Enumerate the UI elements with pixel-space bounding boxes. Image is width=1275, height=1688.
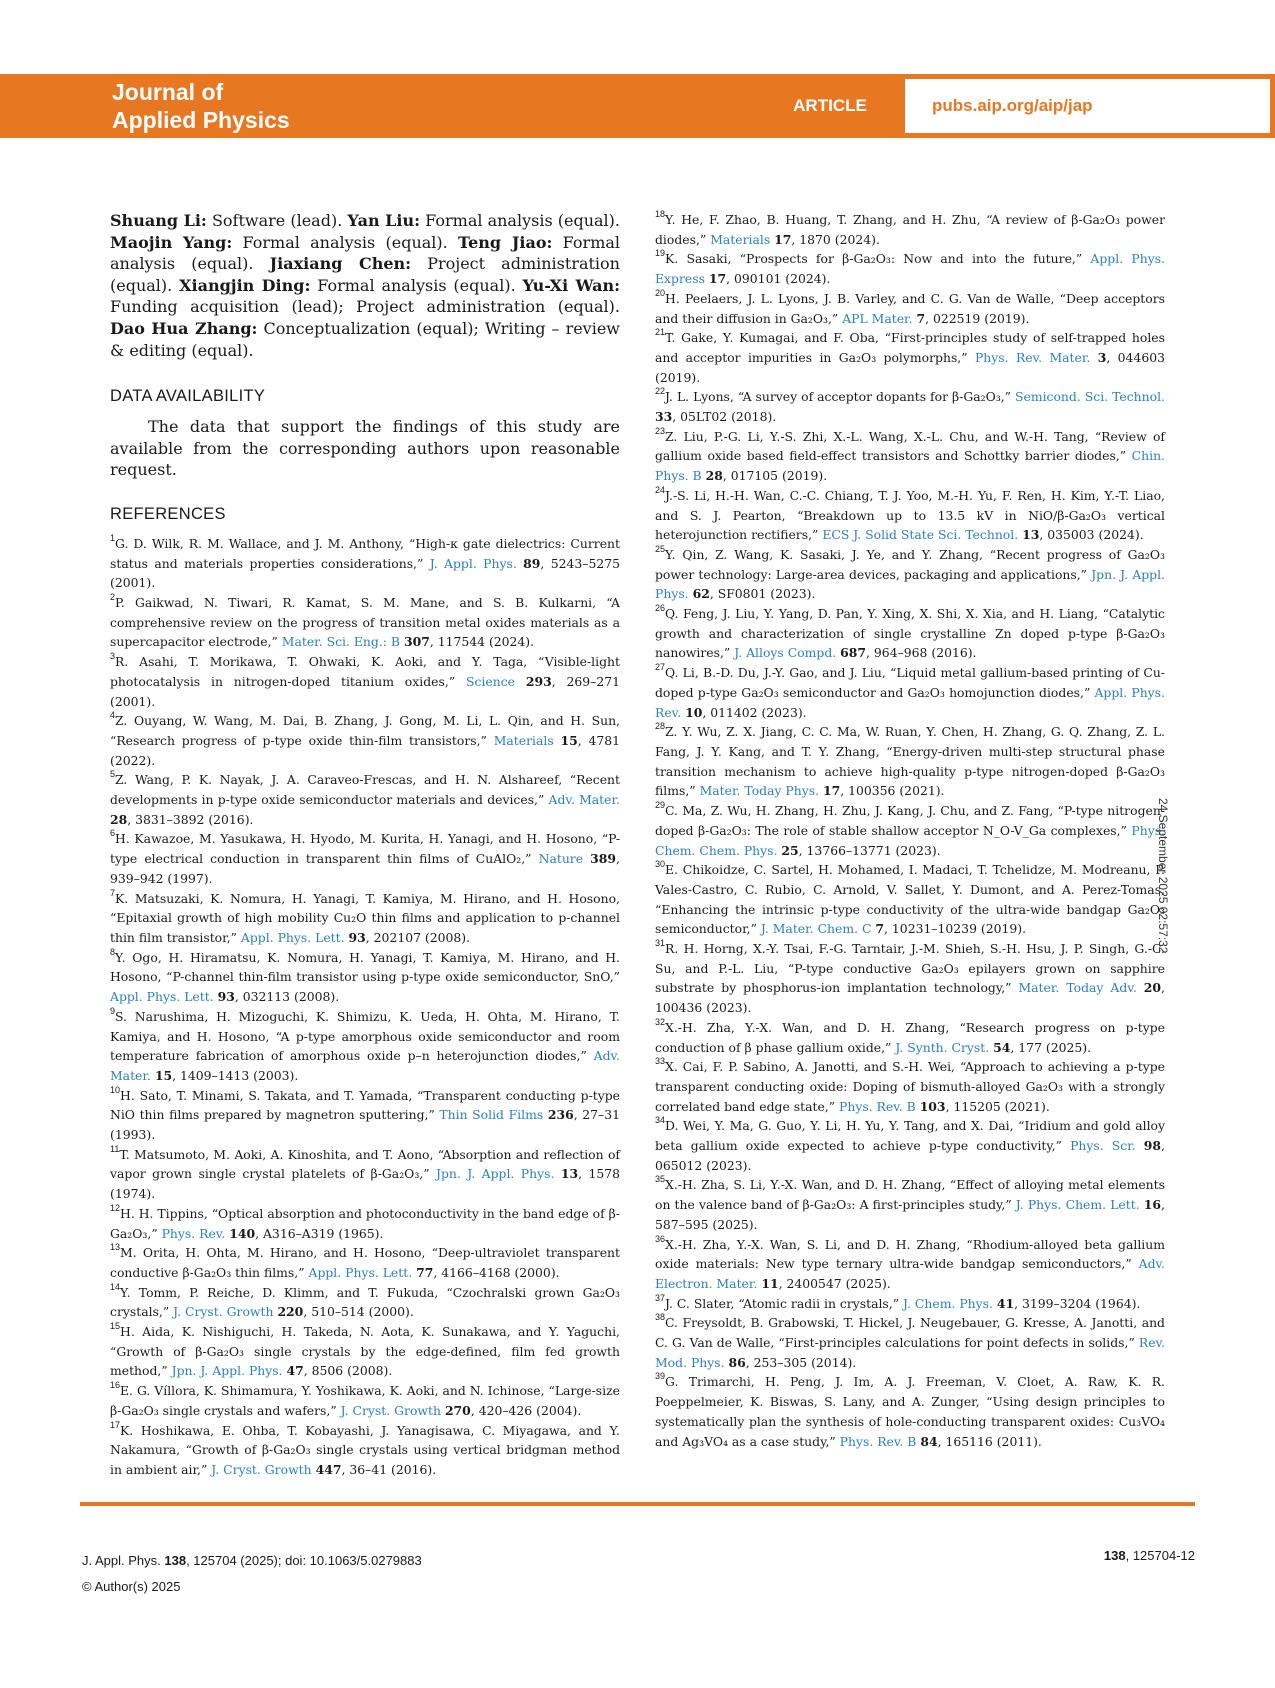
reference-journal-link[interactable]: Appl. Phys. Express bbox=[655, 251, 1165, 287]
reference-number: 13 bbox=[110, 1242, 121, 1253]
reference-volume: 447 bbox=[315, 1461, 342, 1477]
reference-authors-title: Y. He, F. Zhao, B. Huang, T. Zhang, and H. Zhu, “A review of β-Ga₂O₃ power diodes,” bbox=[655, 212, 1165, 247]
reference-authors-title: J. C. Slater, “Atomic radii in crystals,” bbox=[665, 1295, 904, 1311]
reference-item bbox=[655, 801, 1165, 860]
reference-number: 25 bbox=[655, 543, 666, 554]
reference-authors-title: X. Cai, F. P. Sabino, A. Janotti, and S.-H. Wei, “Approach to achieving a p-type transparent conducting oxide: Doping of bismuth-alloyed Ga₂O₃ with a strongly correlated band edge state,” bbox=[655, 1059, 1165, 1114]
reference-pages-year: , 065012 (2023). bbox=[655, 1138, 1165, 1173]
reference-pages-year: , 3831–3892 (2016). bbox=[127, 811, 254, 827]
reference-journal-link[interactable]: Materials bbox=[710, 231, 771, 247]
reference-volume: 7 bbox=[875, 921, 885, 937]
reference-authors-title: T. Matsumoto, M. Aoki, A. Kinoshita, and T. Aono, “Absorption and reflection of vapor grown single crystal platelets of β-Ga₂O₃,” bbox=[110, 1146, 620, 1182]
page-rest: , 125704-12 bbox=[1125, 1548, 1195, 1563]
reference-item bbox=[655, 939, 1165, 1018]
reference-pages-year: , 939–942 (1997). bbox=[110, 851, 620, 886]
reference-journal-link[interactable]: Mater. Today Phys. bbox=[699, 783, 820, 799]
reference-journal-link[interactable]: Materials bbox=[493, 732, 554, 748]
reference-pages-year: , 05LT02 (2018). bbox=[672, 409, 777, 425]
reference-pages-year: , 964–968 (2016). bbox=[866, 645, 977, 661]
reference-authors-title: H. Sato, T. Minami, S. Takata, and T. Yamada, “Transparent conducting p-type NiO thin films prepared by magnetron sputtering,” bbox=[110, 1087, 620, 1123]
reference-authors-title: J. L. Lyons, “A survey of acceptor dopants for β-Ga₂O₃,” bbox=[665, 389, 1015, 405]
reference-volume: 25 bbox=[781, 842, 799, 858]
reference-item bbox=[655, 663, 1165, 722]
reference-volume: 89 bbox=[523, 555, 541, 571]
reference-volume: 86 bbox=[728, 1354, 746, 1370]
reference-journal-link[interactable]: Adv. Mater. bbox=[548, 792, 620, 808]
reference-pages-year: , 8506 (2008). bbox=[303, 1363, 393, 1379]
journal-title-line2: Applied Physics bbox=[112, 107, 290, 133]
reference-authors-title: Y. Tomm, P. Reiche, D. Klimm, and T. Fukuda, “Czochralski grown Ga₂O₃ crystals,” bbox=[110, 1284, 620, 1320]
reference-volume: 307 bbox=[403, 634, 430, 650]
reference-number: 7 bbox=[110, 887, 116, 898]
reference-pages-year: , 4166–4168 (2000). bbox=[433, 1264, 560, 1280]
reference-authors-title: C. Freysoldt, B. Grabowski, T. Hickel, J. Neugebauer, G. Kresse, A. Janotti, and C. G. Van de Walle, “First-principles calculations for point defects in solids,” bbox=[655, 1315, 1165, 1351]
reference-volume: 84 bbox=[920, 1433, 938, 1449]
reference-volume: 93 bbox=[348, 930, 366, 945]
reference-pages-year: , 044603 (2019). bbox=[655, 349, 1165, 385]
reference-journal-link[interactable]: Phys. Chem. Chem. Phys. bbox=[655, 822, 1165, 858]
reference-pages-year: , 090101 (2024). bbox=[726, 271, 831, 287]
reference-authors-title: X.-H. Zha, S. Li, Y.-X. Wan, and D. H. Zhang, “Effect of alloying metal elements on the valence band of β-Ga₂O₃: A first-principles study,” bbox=[655, 1177, 1165, 1213]
reference-journal-link[interactable]: Semicond. Sci. Technol. bbox=[1015, 389, 1165, 405]
reference-volume: 236 bbox=[547, 1107, 574, 1123]
reference-authors-title: Q. Li, B.-D. Du, J.-Y. Gao, and J. Liu, “Liquid metal gallium-based printing of Cu-doped p-type Ga₂O₃ semiconductor and Ga₂O₃ homojunction diodes,” bbox=[655, 665, 1165, 700]
reference-authors-title: K. Hoshikawa, E. Ohba, T. Kobayashi, J. Yanagisawa, C. Miyagawa, and Y. Nakamura, “Growth of β-Ga₂O₃ single crystals using vertical bridgman method in ambient air,” bbox=[110, 1422, 620, 1477]
reference-authors-title: G. D. Wilk, R. M. Wallace, and J. M. Anthony, “High-κ gate dielectrics: Current status and materials properties considerations,” bbox=[110, 535, 620, 571]
right-column bbox=[655, 210, 1165, 1451]
reference-item bbox=[655, 427, 1165, 486]
reference-volume: 93 bbox=[217, 989, 235, 1005]
reference-item bbox=[655, 545, 1165, 604]
reference-number: 6 bbox=[110, 828, 116, 839]
footer-citation bbox=[82, 1548, 422, 1600]
reference-volume: 47 bbox=[286, 1363, 304, 1379]
reference-pages-year: , 011402 (2023). bbox=[702, 704, 807, 720]
contributor-name: Yu-Xi Wan: bbox=[522, 275, 621, 295]
reference-pages-year: , 36–41 (2016). bbox=[341, 1461, 437, 1477]
reference-item bbox=[655, 486, 1165, 545]
reference-number: 22 bbox=[655, 386, 666, 397]
reference-number: 37 bbox=[655, 1292, 666, 1303]
reference-number: 5 bbox=[110, 769, 116, 780]
journal-title bbox=[112, 78, 290, 134]
reference-volume: 28 bbox=[705, 468, 723, 484]
reference-journal-link[interactable]: APL Mater. bbox=[842, 310, 913, 326]
download-timestamp: 24 September 2025 02:57:32 bbox=[1156, 798, 1170, 954]
reference-pages-year: , SF0801 (2023). bbox=[709, 586, 816, 602]
reference-authors-title: E. Chikoidze, C. Sartel, H. Mohamed, I. Madaci, T. Tchelidze, M. Modreanu, P. Vales-Castro, C. Rubio, C. Arnold, V. Sallet, Y. Dumont, and A. Perez-Tomas, “Enhancing the intrinsic p-type conductivity of the ultra-wide bandgap Ga₂O₃ semiconductor,” bbox=[655, 862, 1165, 937]
reference-number: 12 bbox=[110, 1202, 121, 1213]
reference-authors-title: H. H. Tippins, “Optical absorption and photoconductivity in the band edge of β-Ga₂O₃,” bbox=[110, 1205, 620, 1241]
reference-authors-title: P. Gaikwad, N. Tiwari, R. Kamat, S. M. Mane, and S. B. Kulkarni, “A comprehensive review on the progress of transition metal oxides materials as a supercapacitor electrode,” bbox=[110, 595, 620, 650]
reference-pages-year: , 2400547 (2025). bbox=[778, 1275, 891, 1291]
reference-authors-title: H. Aida, K. Nishiguchi, H. Takeda, N. Aota, K. Sunakawa, and Y. Yaguchi, “Growth of β-Ga₂O₃ single crystals by the edge-defined, film fed growth method,” bbox=[110, 1324, 620, 1379]
reference-pages-year: , 1870 (2024). bbox=[791, 231, 880, 247]
reference-journal-link[interactable]: J. Mater. Chem. C bbox=[760, 921, 872, 937]
reference-journal-link[interactable]: J. Cryst. Growth bbox=[340, 1402, 441, 1418]
contributor-role: Conceptualization (equal); Writing – review & editing (equal). bbox=[110, 318, 621, 360]
reference-journal-link[interactable]: Appl. Phys. Lett. bbox=[110, 989, 214, 1005]
reference-volume: 77 bbox=[416, 1264, 434, 1280]
reference-number: 9 bbox=[110, 1005, 116, 1016]
reference-volume: 41 bbox=[996, 1295, 1015, 1311]
reference-pages-year: , 165116 (2011). bbox=[937, 1433, 1042, 1449]
contributor-name: Teng Jiao: bbox=[458, 232, 553, 252]
reference-item bbox=[110, 1204, 620, 1243]
reference-item bbox=[110, 1283, 620, 1322]
reference-journal-link[interactable]: Adv. Mater. bbox=[110, 1048, 620, 1083]
reference-item bbox=[110, 948, 620, 1007]
reference-number: 17 bbox=[110, 1419, 121, 1430]
reference-item bbox=[655, 1018, 1165, 1057]
reference-volume: 20 bbox=[1143, 980, 1162, 996]
footer-divider bbox=[80, 1502, 1195, 1506]
reference-pages-year: , 27–31 (1993). bbox=[110, 1107, 620, 1143]
reference-number: 35 bbox=[655, 1174, 666, 1185]
reference-pages-year: , 177 (2025). bbox=[1010, 1039, 1092, 1055]
reference-authors-title: M. Orita, H. Ohta, M. Hirano, and H. Hosono, “Deep-ultraviolet transparent conductive β-Ga₂O₃ thin films,” bbox=[110, 1245, 620, 1280]
reference-number: 31 bbox=[655, 938, 666, 949]
reference-journal-link[interactable]: J. Cryst. Growth bbox=[211, 1461, 312, 1477]
reference-authors-title: E. G. Víllora, K. Shimamura, Y. Yoshikawa, K. Aoki, and N. Ichinose, “Large-size β-Ga₂O₃ single crystals and wafers,” bbox=[110, 1383, 620, 1418]
reference-item bbox=[655, 328, 1165, 387]
reference-pages-year: , 10231–10239 (2019). bbox=[884, 921, 1027, 937]
reference-journal-link[interactable]: Chin. Phys. B bbox=[655, 448, 1165, 484]
author-contributions bbox=[110, 210, 620, 361]
reference-item bbox=[655, 387, 1165, 426]
reference-journal-link[interactable]: J. Synth. Cryst. bbox=[895, 1039, 990, 1055]
data-availability-heading: DATA AVAILABILITY bbox=[110, 387, 266, 406]
reference-journal-link[interactable]: Mater. Today Adv. bbox=[1018, 980, 1137, 996]
reference-volume: 11 bbox=[761, 1275, 779, 1291]
reference-number: 26 bbox=[655, 603, 666, 614]
reference-journal-link[interactable]: J. Appl. Phys. bbox=[429, 555, 517, 571]
reference-authors-title: D. Wei, Y. Ma, G. Guo, Y. Li, H. Yu, Y. Tang, and X. Dai, “Iridium and gold alloy beta gallium oxide expected to achieve p-type conductivity,” bbox=[655, 1118, 1165, 1154]
reference-volume: 15 bbox=[560, 732, 578, 748]
reference-number: 28 bbox=[655, 721, 666, 732]
reference-authors-title: Y. Ogo, H. Hiramatsu, K. Nomura, H. Yanagi, T. Kamiya, M. Hirano, and H. Hosono, “P-channel thin-film transistor using p-type oxide semiconductor, SnO,” bbox=[110, 949, 620, 985]
reference-number: 39 bbox=[655, 1371, 666, 1382]
reference-item bbox=[110, 1086, 620, 1145]
reference-number: 21 bbox=[655, 327, 666, 338]
reference-authors-title: Y. Qin, Z. Wang, K. Sasaki, J. Ye, and Y. Zhang, “Recent progress of Ga₂O₃ power technology: Large-area devices, packaging and applications,” bbox=[655, 546, 1165, 582]
reference-journal-link[interactable]: ECS J. Solid State Sci. Technol. bbox=[822, 527, 1019, 543]
reference-journal-link[interactable]: Nature bbox=[538, 851, 584, 867]
reference-number: 34 bbox=[655, 1115, 666, 1126]
reference-volume: 7 bbox=[916, 310, 926, 326]
reference-pages-year: , 100356 (2021). bbox=[840, 783, 945, 799]
reference-authors-title: X.-H. Zha, Y.-X. Wan, and D. H. Zhang, “Research progress on p-type conduction of β phase gallium oxide,” bbox=[655, 1019, 1165, 1055]
journal-url-link[interactable]: pubs.aip.org/aip/jap bbox=[932, 96, 1093, 115]
reference-journal-link[interactable]: Adv. Electron. Mater. bbox=[655, 1256, 1165, 1291]
contributor-role: Formal analysis (equal). bbox=[310, 275, 523, 295]
reference-journal-link[interactable]: Rev. Mod. Phys. bbox=[655, 1335, 1165, 1370]
reference-authors-title: Z. Y. Wu, Z. X. Jiang, C. C. Ma, W. Ruan, Y. Chen, H. Zhang, G. Q. Zhang, Z. L. Fang, J. Y. Kang, and T. Y. Zhang, “Energy-driven multi-step structural phase transition mechanism to achieve high-quality p-type nitrogen-doped β-Ga₂O₃ films,” bbox=[655, 724, 1165, 799]
reference-number: 8 bbox=[110, 946, 116, 957]
reference-volume: 140 bbox=[229, 1225, 256, 1241]
reference-journal-link[interactable]: Appl. Phys. Lett. bbox=[308, 1264, 413, 1280]
contributor-name: Dao Hua Zhang: bbox=[110, 318, 258, 338]
reference-item bbox=[110, 829, 620, 888]
references-list-right bbox=[655, 210, 1165, 1451]
reference-pages-year: , 022519 (2019). bbox=[925, 310, 1030, 326]
contributor-name: Maojin Yang: bbox=[110, 232, 233, 252]
reference-number: 16 bbox=[110, 1380, 121, 1391]
reference-authors-title: K. Sasaki, “Prospects for β-Ga₂O₃: Now and into the future,” bbox=[665, 251, 1091, 267]
reference-item bbox=[655, 1372, 1165, 1451]
reference-item bbox=[655, 604, 1165, 663]
reference-item bbox=[655, 249, 1165, 288]
reference-pages-year: , 035003 (2024). bbox=[1039, 527, 1144, 543]
reference-number: 19 bbox=[655, 248, 666, 259]
journal-title-line1: Journal of bbox=[112, 79, 224, 105]
reference-number: 27 bbox=[655, 662, 666, 673]
reference-pages-year: , A316–A319 (1965). bbox=[255, 1225, 384, 1241]
reference-number: 29 bbox=[655, 800, 666, 811]
reference-number: 24 bbox=[655, 484, 666, 495]
reference-pages-year: , 3199–3204 (1964). bbox=[1014, 1295, 1141, 1311]
reference-authors-title: G. Trimarchi, H. Peng, J. Im, A. J. Freeman, V. Cloet, A. Raw, K. R. Poeppelmeier, K. Biswas, S. Lany, and A. Zunger, “Using design principles to systematically plan the synthesis of hole-conducting transparent oxides: Cu₃VO₄ and Ag₃VO₄ as a case study,” bbox=[655, 1374, 1165, 1449]
contributor-role: Formal analysis (equal). bbox=[110, 232, 621, 274]
reference-journal-link[interactable]: J. Cryst. Growth bbox=[173, 1304, 274, 1320]
references-heading: REFERENCES bbox=[110, 504, 226, 523]
reference-pages-year: , 510–514 (2000). bbox=[303, 1304, 414, 1320]
reference-journal-link[interactable]: Jpn. J. Appl. Phys. bbox=[436, 1166, 555, 1182]
reference-authors-title: R. Asahi, T. Morikawa, T. Ohwaki, K. Aoki, and Y. Taga, “Visible-light photocatalysis in nitrogen-doped titanium oxides,” bbox=[110, 654, 620, 689]
reference-item bbox=[110, 711, 620, 770]
reference-number: 32 bbox=[655, 1016, 666, 1027]
reference-item bbox=[655, 1057, 1165, 1116]
reference-authors-title: Q. Feng, J. Liu, Y. Yang, D. Pan, Y. Xing, X. Shi, X. Xia, and H. Liang, “Catalytic growth and characterization of single crystalline Zn doped p-type β-Ga₂O₃ nanowires,” bbox=[655, 606, 1165, 661]
reference-volume: 687 bbox=[840, 645, 867, 661]
reference-journal-link[interactable]: Phys. Rev. B bbox=[839, 1098, 916, 1114]
reference-item bbox=[110, 1145, 620, 1204]
reference-volume: 28 bbox=[110, 811, 128, 827]
reference-journal-link[interactable]: Phys. Rev. bbox=[161, 1225, 226, 1241]
reference-item bbox=[110, 534, 620, 593]
reference-volume: 270 bbox=[444, 1402, 471, 1418]
reference-authors-title: H. Kawazoe, M. Yasukawa, H. Hyodo, M. Kurita, H. Yanagi, and H. Hosono, “P-type electrical conduction in transparent thin films of CuAlO₂,” bbox=[110, 831, 620, 867]
reference-number: 4 bbox=[110, 710, 116, 721]
reference-volume: 16 bbox=[1143, 1197, 1162, 1213]
reference-journal-link[interactable]: Mater. Sci. Eng.: B bbox=[281, 634, 400, 650]
reference-pages-year: , 017105 (2019). bbox=[722, 468, 828, 484]
reference-volume: 17 bbox=[822, 783, 841, 799]
reference-authors-title: Z. Wang, P. K. Nayak, J. A. Caraveo-Frescas, and H. N. Alshareef, “Recent developments in p-type oxide semiconductor materials and devices,” bbox=[110, 772, 620, 808]
reference-item bbox=[110, 1322, 620, 1381]
reference-journal-link[interactable]: Science bbox=[465, 673, 515, 689]
reference-item bbox=[655, 289, 1165, 328]
page-number bbox=[1104, 1548, 1195, 1563]
reference-authors-title: R. H. Horng, X.-Y. Tsai, F.-G. Tarntair, J.-M. Shieh, S.-H. Hsu, J. P. Singh, G.-C. Su, and P.-L. Liu, “P-type conductive Ga₂O₃ epilayers grown on sapphire substrate by phosphorus-ion implantation technology,” bbox=[655, 941, 1165, 996]
reference-number: 18 bbox=[655, 209, 666, 219]
reference-volume: 62 bbox=[692, 586, 710, 602]
reference-authors-title: Z. Liu, P.-G. Li, Y.-S. Zhi, X.-L. Wang, X.-L. Chu, and W.-H. Tang, “Review of gallium oxide based field-effect transistors and Schottky barrier diodes,” bbox=[655, 428, 1165, 464]
reference-volume: 220 bbox=[277, 1304, 304, 1320]
reference-pages-year: , 1578 (1974). bbox=[110, 1166, 620, 1202]
reference-journal-link[interactable]: Thin Solid Films bbox=[439, 1107, 544, 1123]
reference-authors-title: S. Narushima, H. Mizoguchi, K. Shimizu, K. Ueda, H. Ohta, M. Hirano, T. Kamiya, and H. Hosono, “A p-type amorphous oxide semiconductor and room temperature fabrication of amorphous oxide p–n heterojunction diodes,” bbox=[110, 1008, 620, 1064]
reference-authors-title: K. Matsuzaki, K. Nomura, H. Yanagi, T. Kamiya, M. Hirano, and H. Hosono, “Epitaxial growth of high mobility Cu₂O thin films and application to p-channel thin film transistor,” bbox=[110, 890, 620, 945]
reference-authors-title: H. Peelaers, J. L. Lyons, J. B. Varley, and C. G. Van de Walle, “Deep acceptors and their diffusion in Ga₂O₃,” bbox=[655, 290, 1165, 326]
reference-number: 3 bbox=[110, 651, 116, 662]
contributor-role: Software (lead). bbox=[206, 211, 348, 230]
contributor-role: Formal analysis (equal). bbox=[420, 211, 620, 230]
reference-item bbox=[655, 1294, 1165, 1314]
reference-item bbox=[110, 889, 620, 948]
contributor-role: Funding acquisition (lead); Project administration (equal). bbox=[110, 297, 620, 317]
reference-item bbox=[110, 770, 620, 829]
references-list-left bbox=[110, 534, 620, 1480]
reference-number: 2 bbox=[110, 592, 116, 603]
contributor-name: Jiaxiang Chen: bbox=[269, 254, 412, 274]
reference-item bbox=[655, 722, 1165, 801]
reference-number: 10 bbox=[110, 1084, 121, 1095]
reference-pages-year: , 269–271 (2001). bbox=[110, 673, 620, 709]
reference-journal-link[interactable]: Appl. Phys. Rev. bbox=[655, 684, 1165, 720]
reference-journal-link[interactable]: Jpn. J. Appl. Phys. bbox=[655, 566, 1165, 602]
reference-pages-year: , 100436 (2023). bbox=[655, 980, 1165, 1016]
contributor-role: Formal analysis (equal). bbox=[232, 232, 458, 252]
reference-volume: 293 bbox=[525, 673, 552, 689]
reference-item bbox=[655, 1175, 1165, 1234]
reference-volume: 33 bbox=[655, 409, 673, 425]
article-label: ARTICLE bbox=[793, 96, 867, 115]
reference-volume: 3 bbox=[1097, 349, 1107, 365]
reference-item bbox=[110, 1007, 620, 1086]
reference-pages-year: , 13766–13771 (2023). bbox=[798, 842, 941, 858]
reference-journal-link[interactable]: Appl. Phys. Lett. bbox=[240, 930, 345, 945]
reference-pages-year: , 117544 (2024). bbox=[429, 634, 535, 650]
left-column bbox=[110, 210, 620, 1480]
reference-number: 15 bbox=[110, 1321, 121, 1332]
reference-volume: 15 bbox=[154, 1067, 173, 1083]
reference-journal-link[interactable]: J. Chem. Phys. bbox=[903, 1295, 993, 1311]
reference-item bbox=[110, 1381, 620, 1420]
reference-number: 36 bbox=[655, 1233, 666, 1244]
reference-volume: 13 bbox=[1022, 527, 1040, 543]
reference-item bbox=[655, 860, 1165, 939]
reference-pages-year: , 115205 (2021). bbox=[945, 1098, 1050, 1114]
reference-item bbox=[655, 1235, 1165, 1294]
reference-pages-year: , 5243–5275 (2001). bbox=[110, 555, 620, 591]
reference-authors-title: Z. Ouyang, W. Wang, M. Dai, B. Zhang, J. Gong, M. Li, L. Qin, and H. Sun, “Research progress of p-type oxide thin-film transistors,” bbox=[110, 713, 620, 748]
reference-item bbox=[110, 652, 620, 711]
contributor-role: Project administration (equal). bbox=[110, 254, 620, 295]
data-availability-text: The data that support the findings of this study are available from the corresponding authors upon reasonable request. bbox=[110, 417, 620, 480]
reference-journal-link[interactable]: Phys. Scr. bbox=[1070, 1138, 1136, 1154]
reference-journal-link[interactable]: J. Phys. Chem. Lett. bbox=[1015, 1197, 1140, 1213]
reference-number: 11 bbox=[110, 1143, 120, 1154]
reference-item bbox=[655, 210, 1165, 249]
contributor-name: Shuang Li: bbox=[110, 211, 207, 230]
citation-volume: 138 bbox=[164, 1553, 187, 1568]
reference-pages-year: , 587–595 (2025). bbox=[655, 1197, 1165, 1232]
reference-volume: 13 bbox=[560, 1166, 579, 1182]
reference-item bbox=[110, 593, 620, 652]
citation-rest: , 125704 (2025); doi: 10.1063/5.0279883 bbox=[186, 1553, 422, 1568]
page-volume: 138 bbox=[1103, 1548, 1126, 1563]
copyright: © Author(s) 2025 bbox=[82, 1579, 181, 1594]
reference-pages-year: , 202107 (2008). bbox=[365, 930, 471, 945]
reference-authors-title: J.-S. Li, H.-H. Wan, C.-C. Chiang, T. J. Yoo, M.-H. Yu, F. Ren, H. Kim, Y.-T. Liao, and S. J. Pearton, “Breakdown up to 13.5 kV in NiO/β-Ga₂O₃ vertical heterojunction rectifiers,” bbox=[655, 487, 1165, 543]
reference-pages-year: , 1409–1413 (2003). bbox=[172, 1067, 299, 1083]
reference-number: 1 bbox=[110, 532, 116, 543]
reference-volume: 103 bbox=[919, 1098, 946, 1114]
reference-volume: 98 bbox=[1143, 1138, 1162, 1154]
reference-item bbox=[110, 1421, 620, 1480]
reference-authors-title: C. Ma, Z. Wu, H. Zhang, H. Zhu, J. Kang, J. Chu, and Z. Fang, “P-type nitrogen-doped β-Ga₂O₃: The role of stable shallow acceptor N_O-V_Ga complexes,” bbox=[655, 803, 1165, 838]
reference-authors-title: T. Gake, Y. Kumagai, and F. Oba, “First-principles study of self-trapped holes and acceptor impurities in Ga₂O₃ polymorphs,” bbox=[655, 330, 1165, 365]
reference-pages-year: , 420–426 (2004). bbox=[470, 1402, 582, 1418]
reference-volume: 10 bbox=[685, 704, 703, 720]
reference-number: 33 bbox=[655, 1056, 666, 1067]
reference-journal-link[interactable]: Phys. Rev. B bbox=[839, 1433, 917, 1449]
reference-journal-link[interactable]: Phys. Rev. Mater. bbox=[974, 349, 1091, 365]
reference-number: 38 bbox=[655, 1312, 666, 1323]
reference-volume: 389 bbox=[590, 851, 617, 867]
reference-journal-link[interactable]: Jpn. J. Appl. Phys. bbox=[171, 1363, 283, 1379]
reference-item bbox=[110, 1243, 620, 1282]
reference-item bbox=[655, 1313, 1165, 1372]
reference-authors-title: X.-H. Zha, Y.-X. Wan, S. Li, and D. H. Zhang, “Rhodium-alloyed beta gallium oxide materials: New type ternary ultra-wide bandgap semiconductors,” bbox=[655, 1236, 1165, 1272]
reference-volume: 17 bbox=[708, 271, 727, 287]
reference-number: 23 bbox=[655, 425, 666, 436]
citation-prefix: J. Appl. Phys. bbox=[82, 1553, 165, 1568]
reference-number: 14 bbox=[110, 1281, 121, 1292]
reference-number: 30 bbox=[655, 859, 666, 870]
contributor-name: Yan Liu: bbox=[347, 211, 421, 230]
contributor-name: Xiangjin Ding: bbox=[179, 275, 311, 295]
reference-item bbox=[655, 1116, 1165, 1175]
reference-pages-year: , 253–305 (2014). bbox=[745, 1354, 857, 1370]
reference-pages-year: , 4781 (2022). bbox=[110, 732, 620, 768]
reference-volume: 17 bbox=[774, 231, 792, 247]
reference-volume: 54 bbox=[993, 1039, 1011, 1055]
reference-pages-year: , 032113 (2008). bbox=[234, 989, 340, 1005]
reference-number: 20 bbox=[655, 287, 666, 298]
reference-journal-link[interactable]: J. Alloys Compd. bbox=[734, 645, 837, 661]
